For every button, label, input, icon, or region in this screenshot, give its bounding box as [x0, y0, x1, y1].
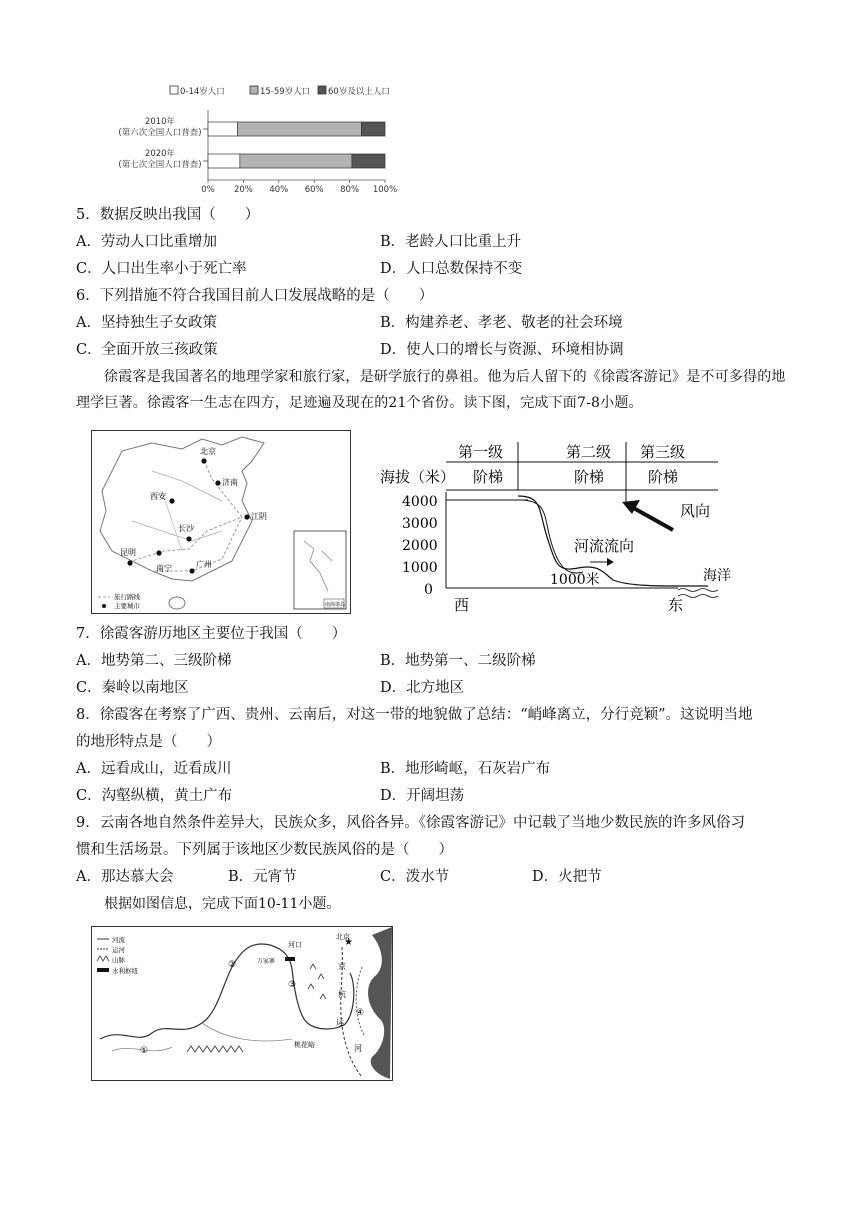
q6-option-b[interactable]: B．构建养老、孝老、敬老的社会环境 [380, 315, 623, 331]
map1-city-jinan: 济南 [222, 478, 238, 487]
map2-label-hekou: 河口 [288, 941, 302, 949]
map2-legend-river: 河流 [112, 936, 125, 944]
step-1-word: 阶梯 [473, 468, 504, 486]
map2-legend-mountain: 山脉 [112, 956, 125, 964]
map1-inset-label: 南海诸岛 [325, 602, 346, 608]
q6-option-c[interactable]: C．全面开放三孩政策 [76, 342, 218, 358]
west-label: 西 [454, 596, 470, 614]
ytick-3000: 3000 [402, 516, 438, 532]
ytick-0: 0 [424, 582, 433, 598]
q8-stem-line1: 8．徐霞客在考察了广西、贵州、云南后，对这一带的地貌做了总结：“峭峰离立，分行竞颖”。这说明当地 [76, 707, 753, 723]
map1-city-kunming: 昆明 [120, 548, 136, 557]
q8-option-c[interactable]: C．沟壑纵横，黄土广布 [76, 788, 233, 804]
q9-option-b[interactable]: B．元宵节 [228, 869, 297, 885]
map1-legend-route: 旅行路线 [114, 593, 140, 601]
yellow-river-map-svg [92, 927, 392, 1080]
population-chart [90, 80, 420, 195]
travel-route-map-svg [92, 431, 350, 613]
map1-city-guangzhou: 广州 [196, 560, 212, 569]
ytick-2000: 2000 [402, 538, 438, 554]
category-label: (第七次全国人口普查) [118, 160, 202, 170]
q9-option-d[interactable]: D．火把节 [532, 869, 602, 885]
map2-marker-3: ③ [288, 980, 297, 990]
x-tick-label: 60% [304, 185, 324, 195]
q8-stem-line2: 的地形特点是（ ） [76, 734, 221, 750]
x-tick-label: 40% [269, 185, 289, 195]
bar-segment [240, 154, 352, 168]
q5-option-c[interactable]: C．人口出生率小于死亡率 [76, 261, 247, 277]
q9-option-c[interactable]: C．泼水节 [380, 869, 450, 885]
contour-1000-label: 1000米 [550, 572, 600, 588]
q7-option-a[interactable]: A．地势第二、三级阶梯 [76, 653, 232, 669]
elevation-axis-label: 海拔（米） [380, 468, 456, 486]
yellow-river-map [91, 926, 393, 1081]
legend-swatch [318, 86, 326, 94]
map1-city-jiangyin: 江阴 [251, 512, 267, 521]
map1-city-beijing: 北京 [200, 447, 216, 456]
q5-stem: 5．数据反映出我国（ ） [76, 207, 260, 223]
q7-option-b[interactable]: B．地势第一、二级阶梯 [380, 653, 536, 669]
map2-label-taohuayu: 桃花峪 [294, 1041, 315, 1049]
map2-label-jing: 京 [338, 962, 346, 971]
map1-city-nanning: 南宁 [156, 564, 172, 573]
q9-option-a[interactable]: A．那达慕大会 [76, 869, 174, 885]
step-2-label: 第二级 [566, 443, 612, 461]
legend-label: 15-59岁人口 [260, 87, 311, 97]
category-label: 2010年 [144, 117, 176, 127]
map2-star-icon: ★ [344, 937, 353, 948]
category-label: 2020年 [144, 149, 176, 159]
x-tick-label: 100% [372, 185, 398, 195]
q5-option-a[interactable]: A．劳动人口比重增加 [76, 234, 217, 250]
step-2-word: 阶梯 [574, 468, 605, 486]
q5-option-d[interactable]: D．人口总数保持不变 [380, 261, 523, 277]
x-tick-label: 20% [233, 185, 253, 195]
east-label: 东 [668, 596, 684, 614]
x-tick-label: 80% [340, 185, 360, 195]
legend-label: 60岁及以上人口 [328, 87, 390, 97]
population-chart-svg [90, 80, 420, 195]
bar-segment [237, 122, 361, 136]
q5-option-b[interactable]: B．老龄人口比重上升 [380, 234, 522, 250]
legend-label: 0-14岁人口 [180, 87, 225, 97]
wind-label: 风向 [680, 502, 711, 520]
legend-swatch [170, 86, 178, 94]
map2-legend-hydro: 水利枢纽 [112, 967, 138, 975]
step-1-label: 第一级 [458, 443, 504, 461]
q6-option-d[interactable]: D．使人口的增长与资源、环境相协调 [380, 342, 624, 358]
map2-marker-2: ② [228, 960, 237, 970]
map2-label-hang: 杭 [338, 990, 346, 999]
river-flow-label: 河流流向 [574, 537, 635, 555]
legend-swatch [250, 86, 258, 94]
map1-city-xian: 西安 [150, 492, 166, 501]
q6-option-a[interactable]: A．坚持独生子女政策 [76, 315, 217, 331]
map1-legend-city: 主要城市 [114, 602, 140, 610]
ytick-4000: 4000 [402, 494, 438, 510]
map2-label-he: 河 [354, 1044, 362, 1053]
category-label: (第六次全国人口普查) [118, 128, 202, 138]
q6-stem: 6．下列措施不符合我国目前人口发展战略的是（ ） [76, 288, 434, 304]
map2-marker-1: ① [140, 1046, 149, 1056]
step-3-word: 阶梯 [648, 468, 679, 486]
q9-stem-line1: 9．云南各地自然条件差异大，民族众多，风俗各异。《徐霞客游记》中记载了当地少数民族的许多风俗习 [76, 815, 745, 831]
map2-label-beijing: 北京 [336, 933, 350, 941]
map2-marker-4: ④ [356, 1008, 365, 1018]
bar-segment [361, 122, 385, 136]
terrain-profile-svg [378, 440, 738, 620]
x-tick-label: 0% [201, 185, 215, 195]
bar-segment [208, 122, 237, 136]
map1-city-changsha: 长沙 [178, 524, 194, 533]
q7-stem: 7．徐霞客游历地区主要位于我国（ ） [76, 626, 347, 642]
sea-label: 海洋 [703, 568, 731, 584]
q8-option-b[interactable]: B．地形崎岖，石灰岩广布 [380, 761, 551, 777]
bar-segment [352, 154, 385, 168]
travel-route-map [91, 430, 351, 614]
q8-option-a[interactable]: A．远看成山，近看成川 [76, 761, 232, 777]
intro-10-11: 根据如图信息，完成下面10-11小题。 [104, 896, 341, 912]
q7-option-c[interactable]: C．秦岭以南地区 [76, 680, 189, 696]
q8-option-d[interactable]: D．开阔坦荡 [380, 788, 465, 804]
q9-stem-line2: 惯和生活场景。下列属于该地区少数民族风俗的是（ ） [76, 842, 453, 858]
map2-label-yun: 运 [336, 1018, 344, 1027]
map2-legend-canal: 运河 [112, 946, 125, 954]
intro-7-8: 徐霞客是我国著名的地理学家和旅行家，是研学旅行的鼻祖。他为后人留下的《徐霞客游记》是不可多得的地理学巨著。徐霞客一生志在四方，足迹遍及现在的21个省份。读下图，完成下面7-8小题。 [76, 369, 786, 411]
bar-segment [208, 154, 240, 168]
map2-label-wanjiazhai: 万家寨 [257, 958, 276, 965]
q7-option-d[interactable]: D．北方地区 [380, 680, 465, 696]
ytick-1000: 1000 [402, 560, 438, 576]
terrain-profile [378, 440, 738, 620]
step-3-label: 第三级 [640, 443, 686, 461]
